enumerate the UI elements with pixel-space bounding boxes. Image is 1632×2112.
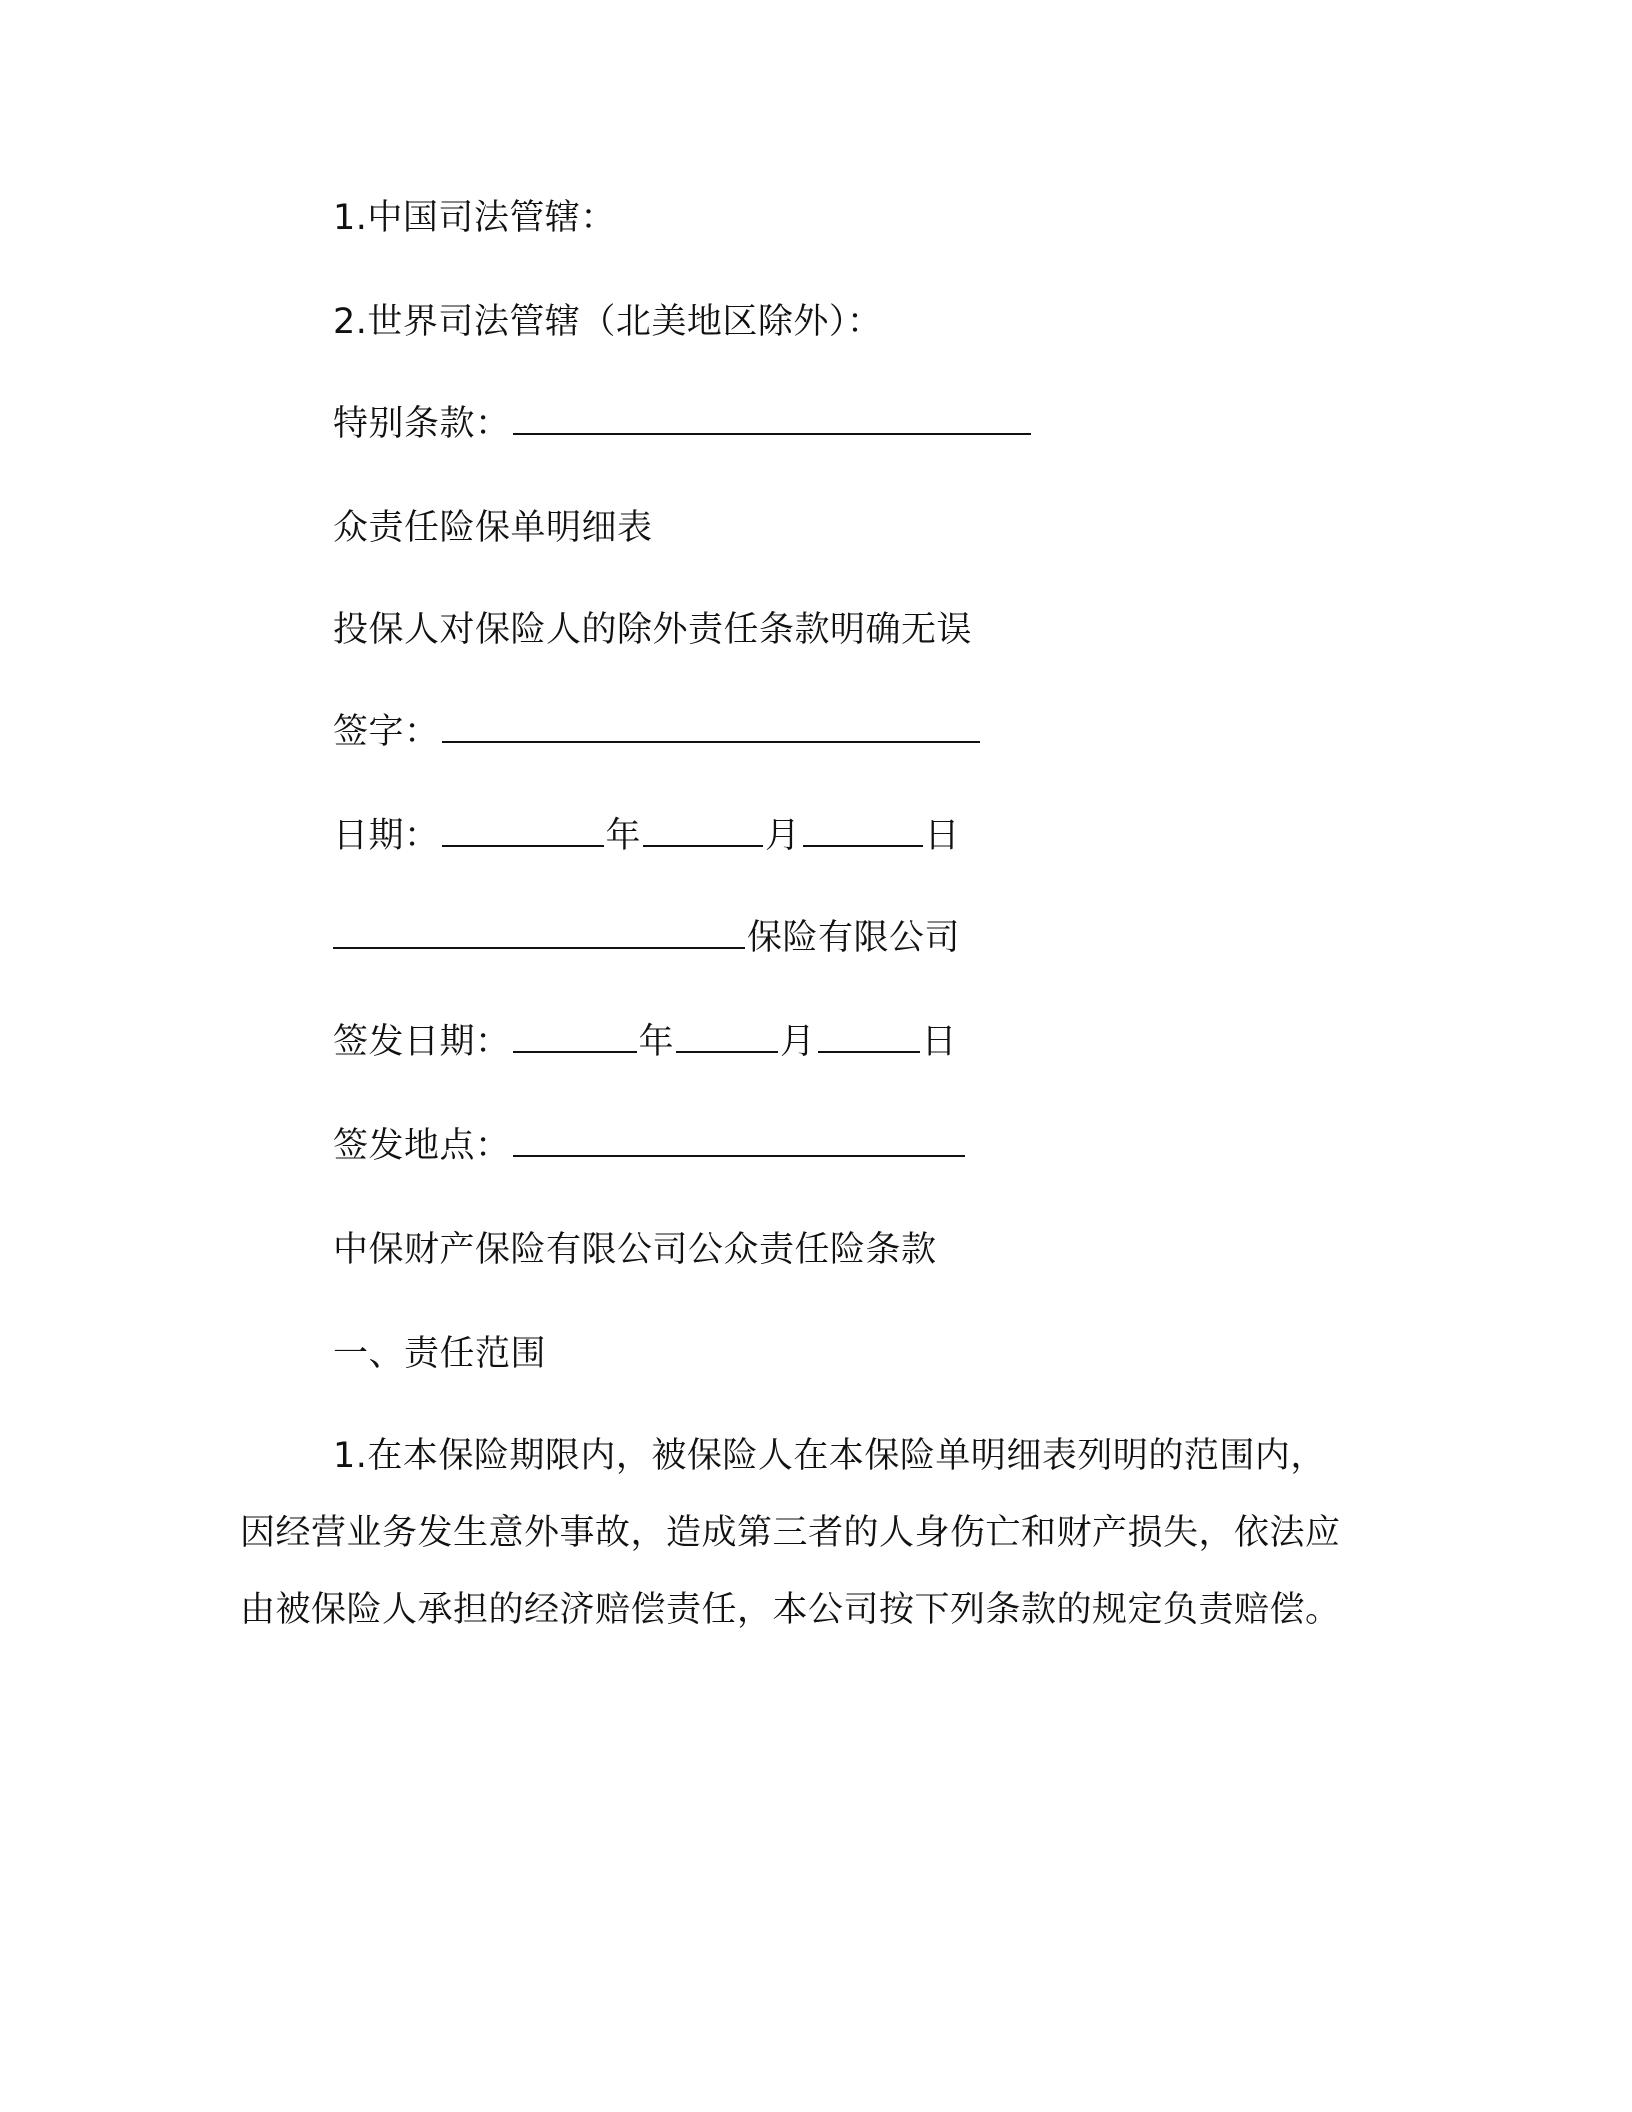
year-label: 年 xyxy=(605,816,642,856)
month-label: 月 xyxy=(765,816,801,856)
special-terms-blank xyxy=(513,427,1031,435)
special-terms-row xyxy=(333,400,1033,448)
insurer-blank xyxy=(333,941,745,949)
issue-place-label: 签发地点： xyxy=(333,1126,511,1166)
liability-text: 1.在本保险期限内，被保险人在本保险单明细表列明的范围内，因经营业务发生意外事故，造成第三者的人身伤亡和财产损失，依法应由被保险人承担的经济赔偿责任，本公司按下列条款的规定负责赔偿。 xyxy=(240,1436,1341,1630)
issue-day-blank xyxy=(818,1045,920,1053)
day-label: 日 xyxy=(924,816,961,856)
insurer-suffix: 保险有限公司 xyxy=(747,918,961,958)
issue-day-label: 日 xyxy=(921,1022,958,1062)
date-label: 日期： xyxy=(333,816,440,856)
special-terms-label: 特别条款： xyxy=(333,404,511,444)
section-heading: 一、责任范围 xyxy=(333,1334,547,1374)
signature-row xyxy=(333,708,982,756)
issue-date-label: 签发日期： xyxy=(333,1022,511,1062)
jurisdiction-china: 1.中国司法管辖： xyxy=(333,198,616,238)
insurer-row xyxy=(333,914,960,962)
month-blank xyxy=(643,839,763,847)
exclusion-acknowledgement: 投保人对保险人的除外责任条款明确无误 xyxy=(333,610,973,650)
year-blank xyxy=(442,839,604,847)
issue-year-blank xyxy=(513,1045,637,1053)
schedule-title: 众责任险保单明细表 xyxy=(333,508,653,548)
issue-date-row xyxy=(333,1018,957,1066)
signature-label: 签字： xyxy=(333,712,440,752)
date-row xyxy=(333,812,960,860)
issue-month-label: 月 xyxy=(780,1022,816,1062)
issue-place-row xyxy=(333,1122,967,1170)
signature-blank xyxy=(442,735,980,743)
clauses-title: 中保财产保险有限公司公众责任险条款 xyxy=(333,1230,937,1270)
day-blank xyxy=(803,839,923,847)
issue-year-label: 年 xyxy=(638,1022,675,1062)
issue-place-blank xyxy=(513,1149,965,1157)
liability-paragraph xyxy=(240,1418,1360,1649)
issue-month-blank xyxy=(676,1045,778,1053)
jurisdiction-world: 2.世界司法管辖（北美地区除外）： xyxy=(333,302,883,342)
